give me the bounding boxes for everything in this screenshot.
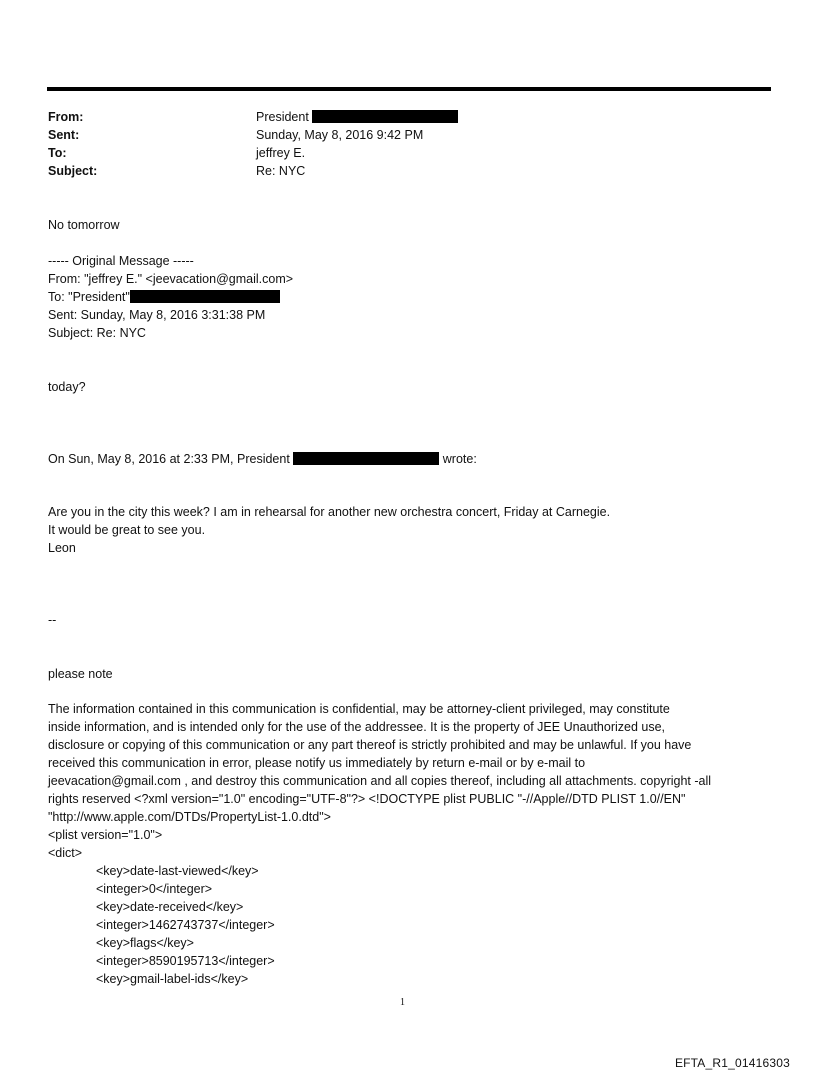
disclaimer-line: rights reserved <?xml version="1.0" encoding="UTF-8"?> <!DOCTYPE plist PUBLIC "-//Apple//DTD PLIST 1.0//EN" <box>48 792 686 806</box>
body-line: It would be great to see you. <box>48 523 206 537</box>
disclaimer-line: <dict> <box>48 846 83 860</box>
to-label: To: <box>48 146 67 160</box>
original-heading: ----- Original Message ----- <box>48 254 194 268</box>
plist-line: <integer>8590195713</integer> <box>96 954 275 968</box>
plist-line: <key>date-received</key> <box>96 900 244 914</box>
disclaimer-line: disclosure or copying of this communication or any part thereof is strictly prohibited and may be unlawful. If you have <box>48 738 692 752</box>
original-to-text: To: "President" <box>48 290 130 304</box>
header-rule <box>47 87 771 91</box>
page-number: 1 <box>400 997 405 1008</box>
quote-intro-after: wrote: <box>442 452 477 466</box>
signature-name: Leon <box>48 541 76 555</box>
please-note: please note <box>48 667 113 681</box>
from-value <box>256 108 458 126</box>
plist-line: <key>date-last-viewed</key> <box>96 864 259 878</box>
plist-line: <integer>1462743737</integer> <box>96 918 275 932</box>
original-subject: Subject: Re: NYC <box>48 326 146 340</box>
from-name: President <box>256 110 309 124</box>
body-line: Are you in the city this week? I am in rehearsal for another new orchestra concert, Friday at Carnegie. <box>48 505 611 519</box>
plist-line: <key>flags</key> <box>96 936 194 950</box>
sent-label: Sent: <box>48 128 80 142</box>
bates-number: EFTA_R1_01416303 <box>674 1056 790 1070</box>
plist-line: <integer>0</integer> <box>96 882 213 896</box>
today-text: today? <box>48 380 86 394</box>
quote-intro <box>48 450 477 468</box>
disclaimer-line: jeevacation@gmail.com , and destroy this communication and all copies thereof, including all attachments. copyright -all <box>48 774 712 788</box>
disclaimer-line: The information contained in this communication is confidential, may be attorney-client privileged, may constitute <box>48 702 670 716</box>
subject-value: Re: NYC <box>256 164 306 178</box>
from-label: From: <box>48 110 84 124</box>
sent-value: Sunday, May 8, 2016 9:42 PM <box>256 128 424 142</box>
plist-line: <key>gmail-label-ids</key> <box>96 972 249 986</box>
redaction-block <box>130 290 280 303</box>
disclaimer-line: "http://www.apple.com/DTDs/PropertyList-1.0.dtd"> <box>48 810 331 824</box>
quote-intro-before: On Sun, May 8, 2016 at 2:33 PM, President <box>48 452 290 466</box>
disclaimer-line: inside information, and is intended only for the use of the addressee. It is the property of JEE Unauthorized use, <box>48 720 666 734</box>
redaction-block <box>312 110 458 123</box>
signature-separator: -- <box>48 613 57 627</box>
redaction-block <box>293 452 439 465</box>
disclaimer-line: received this communication in error, please notify us immediately by return e-mail or by e-mail to <box>48 756 586 770</box>
to-value: jeffrey E. <box>256 146 306 160</box>
disclaimer-line: <plist version="1.0"> <box>48 828 163 842</box>
reply-text: No tomorrow <box>48 218 120 232</box>
original-from: From: "jeffrey E." <jeevacation@gmail.com> <box>48 272 294 286</box>
original-sent: Sent: Sunday, May 8, 2016 3:31:38 PM <box>48 308 266 322</box>
original-to <box>48 288 280 306</box>
subject-label: Subject: <box>48 164 98 178</box>
